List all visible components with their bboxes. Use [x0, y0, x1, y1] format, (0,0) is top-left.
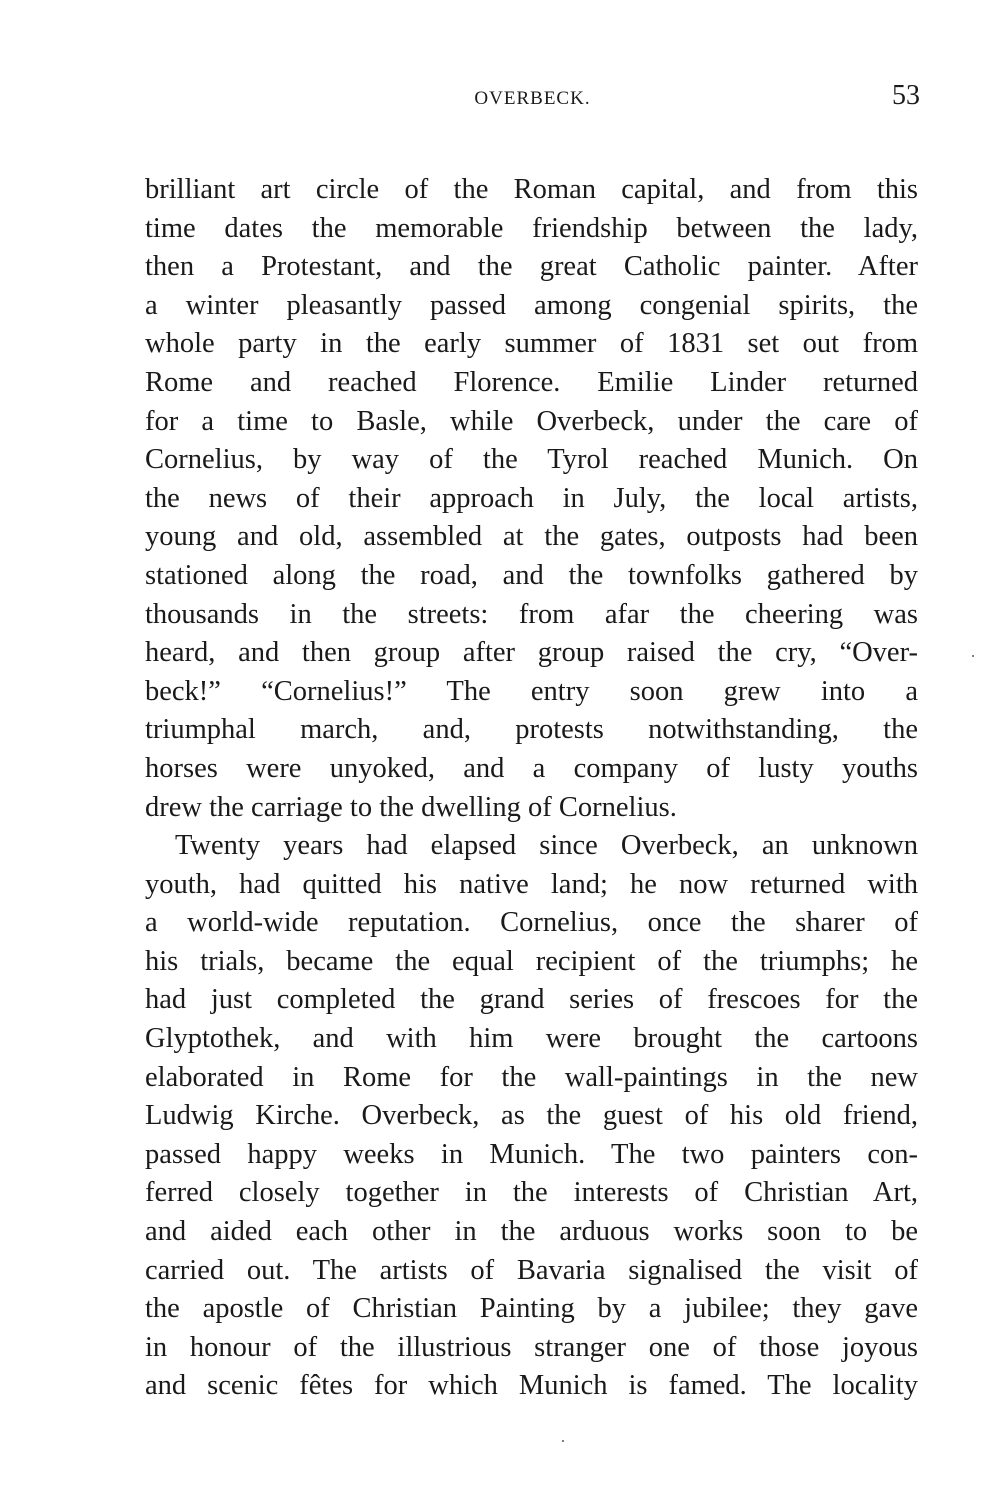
text-line: Cornelius, by way of the Tyrol reached Munich. On [145, 444, 918, 476]
text-line: heard, and then group after group raised the cry, “Over- [145, 637, 918, 669]
text-line: Glyptothek, and with him were brought the cartoons [145, 1023, 918, 1055]
text-line: and aided each other in the arduous works soon to be [145, 1216, 918, 1248]
scan-speck [972, 655, 974, 657]
text-line: youth, had quitted his native land; he now returned with [145, 868, 918, 900]
text-line: young and old, assembled at the gates, outposts had been [145, 521, 918, 553]
text-line: stationed along the road, and the townfolks gathered by [145, 559, 918, 591]
text-line: beck!” “Cornelius!” The entry soon grew into a [145, 675, 918, 707]
scan-speck [562, 1440, 564, 1442]
text-line: in honour of the illustrious stranger one of those joyous [145, 1331, 918, 1363]
text-line: had just completed the grand series of frescoes for the [145, 984, 918, 1016]
text-line: Rome and reached Florence. Emilie Linder returned [145, 366, 918, 398]
page-header [145, 80, 920, 120]
text-line: the news of their approach in July, the local artists, [145, 482, 918, 514]
running-title: OVERBECK. [474, 88, 591, 109]
text-line: for a time to Basle, while Overbeck, under the care of [145, 405, 918, 437]
text-line: a world-wide reputation. Cornelius, once the sharer of [145, 907, 918, 939]
text-line: the apostle of Christian Painting by a jubilee; they gave [145, 1293, 918, 1325]
text-line: ferred closely together in the interests of Christian Art, [145, 1177, 918, 1209]
text-line: his trials, became the equal recipient of the triumphs; he [145, 945, 918, 977]
text-line: whole party in the early summer of 1831 set out from [145, 328, 918, 360]
text-line: thousands in the streets: from afar the cheering was [145, 598, 918, 630]
text-line: brilliant art circle of the Roman capital, and from this [145, 174, 918, 205]
paragraph [145, 171, 918, 827]
text-line: passed happy weeks in Munich. The two painters con- [145, 1138, 918, 1170]
text-line: and scenic fêtes for which Munich is famed. The locality [145, 1370, 918, 1402]
text-line: time dates the memorable friendship between the lady, [145, 212, 918, 244]
text-line: Ludwig Kirche. Overbeck, as the guest of his old friend, [145, 1100, 918, 1132]
text-line: carried out. The artists of Bavaria signalised the visit of [145, 1254, 918, 1286]
body-text [145, 171, 918, 1406]
text-line: a winter pleasantly passed among congenial spirits, the [145, 289, 918, 321]
text-line: Twenty years had elapsed since Overbeck, an unknown [175, 830, 918, 862]
paragraph [145, 827, 918, 1406]
text-line: horses were unyoked, and a company of lusty youths [145, 752, 918, 784]
text-line: triumphal march, and, protests notwithstanding, the [145, 714, 918, 746]
text-line: then a Protestant, and the great Catholic painter. After [145, 251, 918, 283]
text-line: elaborated in Rome for the wall-paintings in the new [145, 1061, 918, 1093]
page-number: 53 [892, 80, 920, 111]
text-line: drew the carriage to the dwelling of Cornelius. [145, 791, 677, 823]
